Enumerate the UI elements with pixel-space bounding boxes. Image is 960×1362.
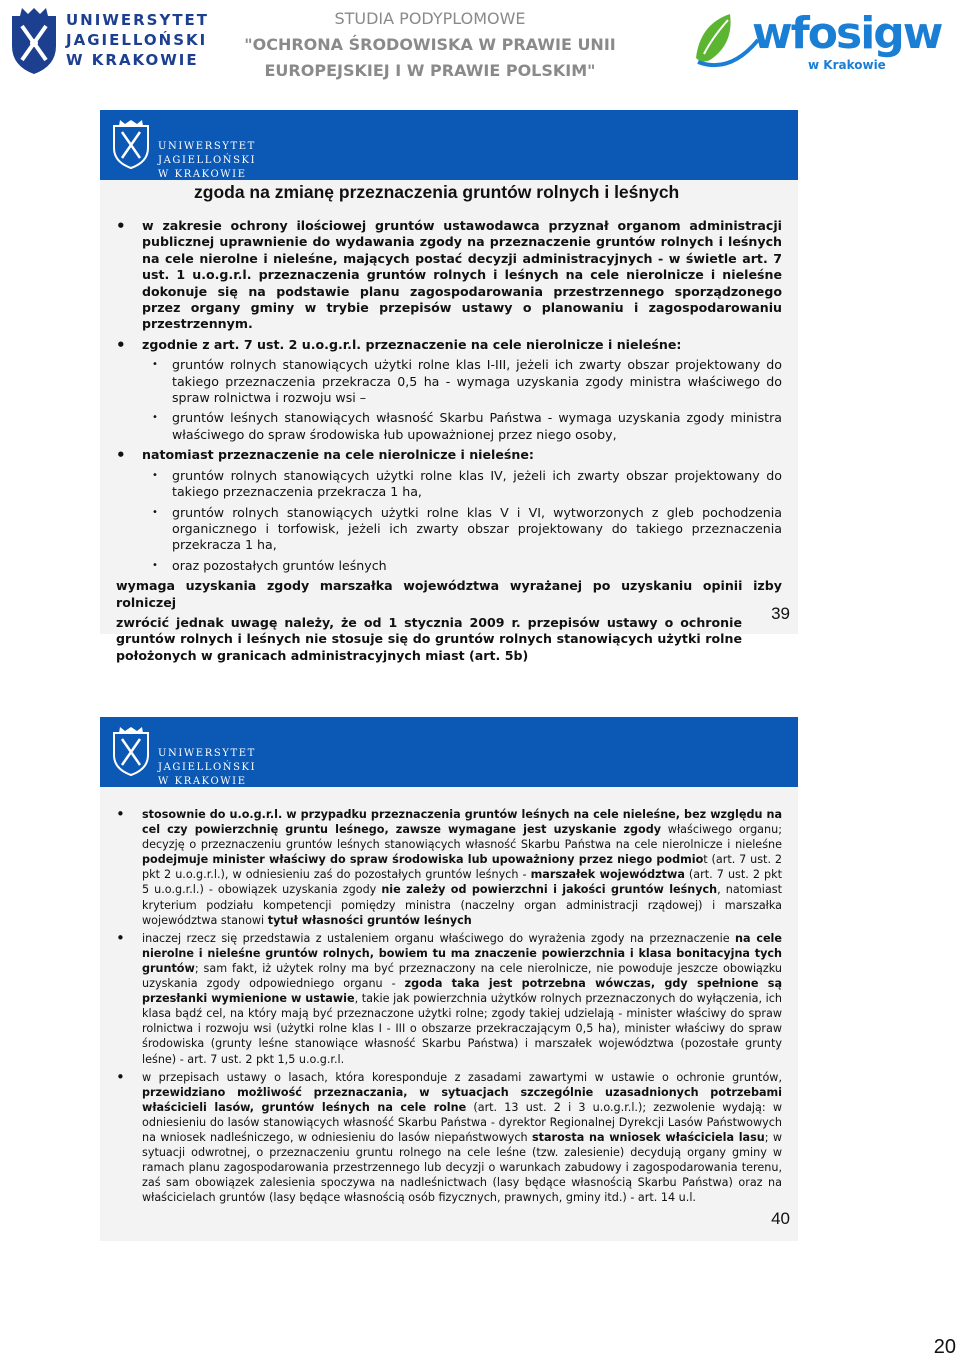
- bold-text: nie zależy od powierzchni i jakości gruntów leśnych: [381, 883, 718, 897]
- course-title-line1: STUDIA PODYPLOMOWE: [334, 9, 526, 28]
- band-logo-line1: UNIWERSYTET JAGIELLOŃSKI: [158, 748, 257, 773]
- list-item: • w zakresie ochrony ilościowej gruntów ustawodawca przyznał organom administracji publicznej uprawnienie do wydawania zgody na przeznaczenie gruntów rolnych i leśnych na cele nierolne i nieleśne, mających postać decyzji administracyjnych - w świetle art. 7 ust. 1 u.o.g.r.l. przeznaczenia gruntów rolnych i leśnych na cele nierolnicze i nieleśne dokonuje się na podstawie planu zagospodarowania przestrzennego sporządzonego przez organy gminy w trybie przepisów ustawy o planowaniu i zagospodarowaniu przestrzennym.: [116, 218, 782, 333]
- slide-content: [116, 218, 782, 664]
- text: , takie jak powierzchnia użytków rolnych przeznaczonych do wyłączenia, ich klasa bądź cel, na który mają być przeznaczone użytki rolne; zgody takiej udzielają - minister właściwy do spraw rolnictwa i rozwoju wsi (użytki rolne klas I - III o obszarze przekraczającym 0,5 ha), minister właściwy do spraw środowiska (grunty leśne stanowiące własność Skarbu Państwa) i marszałek województwa (pozostałe grunty leśne) - art. 7 ust. 2 pkt 1,5 u.o.g.r.l.: [142, 992, 782, 1066]
- text: właściwego organu; decyzję o przeznaczeniu gruntów leśnych stanowiących własność Skarbu Państwa na cele nierolnicze i nieleśne: [142, 823, 782, 852]
- wfosigw-subtitle: w Krakowie: [808, 58, 886, 72]
- list-item: [116, 1070, 782, 1206]
- uj-logo: [8, 4, 210, 78]
- band-logo-line1: UNIWERSYTET JAGIELLOŃSKI: [158, 141, 257, 166]
- uj-logo-line3: W KRAKOWIE: [66, 51, 199, 69]
- uj-crest-icon: [8, 6, 60, 76]
- sub-list-item: • gruntów rolnych stanowiących użytki rolne klas V i VI, wytworzonych z gleb pochodzenia organicznego i torfowisk, jeżeli ich zwarty obszar projektowany do takiego przeznaczenia przekracza 1 ha,: [116, 505, 782, 554]
- bold-text: przewidziano możliwość przeznaczania, w sytuacjach szczególnie uzasadnionych potrzebami właścicieli lasów, gruntów leśnych na cele rolne: [142, 1085, 782, 1114]
- slide-content: [116, 807, 782, 1208]
- slide-40: [100, 717, 798, 1241]
- course-title: [230, 6, 630, 84]
- slide-number: 39: [771, 604, 790, 623]
- course-title-line2: "OCHRONA ŚRODOWISKA W PRAWIE UNII: [244, 35, 616, 54]
- wfosigw-wordmark: wfosigw: [752, 8, 942, 59]
- bold-text: zgoda taka jest potrzebna wówczas, gdy spełnione są przesłanki wymienione w ustawie: [142, 977, 782, 1006]
- list-item: [116, 931, 782, 1067]
- slide-number: 40: [771, 1209, 790, 1228]
- sub-list-item: • gruntów leśnych stanowiących własność Skarbu Państwa - wymaga uzyskania zgody ministra właściwego do spraw środowiska łub upoważnionej przez niego osoby,: [116, 410, 782, 443]
- uj-logo-line2: JAGIELLOŃSKI: [66, 31, 208, 49]
- bold-text: na cele nierolne i nieleśne gruntów rolnych, bowiem tu ma znaczenie powierzchnia i klasa bonitacyjna tych gruntów: [142, 931, 782, 975]
- uj-crest-icon: [112, 118, 150, 170]
- band-logo: [112, 118, 352, 180]
- slide-39: [100, 110, 798, 663]
- sub-list-item: • gruntów rolnych stanowiących użytki rolne klas I-III, jeżeli ich zwarty obszar projektowany do takiego przeznaczenia przekracza 0,5 ha - wymaga uzyskania zgody ministra właściwego do spraw rolnictwa i rozwoju wsi –: [116, 357, 782, 406]
- bold-text: tytuł własności gruntów leśnych: [267, 913, 472, 927]
- wfosigw-logo: [690, 4, 942, 78]
- text: ; sam fakt, iż użytek rolny ma być przeznaczony na cele nierolnicze, nie powoduje jeszcze obowiązku uzyskania zgody odpowiedniego organu -: [142, 961, 782, 991]
- sub-list-item: • oraz pozostałych gruntów leśnych: [116, 558, 782, 574]
- bold-text: podejmuje minister właściwy do spraw środowiska lub upoważniony przez niego podmio: [142, 853, 704, 867]
- uj-logo-line1: UNIWERSYTET: [66, 11, 210, 29]
- sub-list-item: • gruntów rolnych stanowiących użytki rolne klas IV, jeżeli ich zwarty obszar projektowany do takiego przeznaczenia przekracza 1 ha,: [116, 468, 782, 501]
- text: inaczej rzecz się przedstawia z ustaleniem organu właściwego do wyrażenia zgody na przeznaczenie: [142, 931, 736, 945]
- text: , natomiast kryterium podziału kompetencji pomiędzy ministra (naczelny organ administracji rządowej) i marszałka województwa stanowi: [142, 883, 782, 927]
- list-item: [116, 807, 782, 928]
- slide-header-band: [100, 717, 798, 787]
- text: w przepisach ustawy o lasach, która koresponduje z zasadami zawartymi w ustawie o ochronie gruntów,: [142, 1070, 782, 1084]
- slide-title: zgoda na zmianę przeznaczenia gruntów rolnych i leśnych: [194, 182, 680, 202]
- band-logo-line2: W KRAKOWIE: [158, 169, 247, 180]
- page-number: 20: [933, 1336, 956, 1358]
- course-title-line3: EUROPEJSKIEJ I W PRAWIE POLSKIM": [264, 61, 596, 80]
- text: (art. 7 ust. 2 pkt 5 u.o.g.r.l.) - obowiązek uzyskania zgody: [142, 868, 783, 897]
- text: t (art. 7 ust. 2 pkt 2 u.o.g.r.l.), w odniesieniu zaś do pozostałych gruntów leśnych -: [142, 853, 782, 882]
- slide-header-band: [100, 110, 798, 180]
- list-item: • zgodnie z art. 7 ust. 2 u.o.g.r.l. przeznaczenie na cele nierolnicze i nieleśne:: [116, 337, 782, 353]
- band-logo: [112, 725, 352, 787]
- uj-crest-icon: [112, 725, 150, 777]
- band-logo-line2: W KRAKOWIE: [158, 776, 247, 787]
- text: ; w sytuacji odwrotnej, o przeznaczeniu gruntu rolnego na cele leśne (tzw. zalesienie) decydują organy gminy w ramach planu zagospodarowania przestrzennego lub decyzji o warunkach zabudowy i zagospodarowania terenu, zaś sam obowiązek zalesienia spoczywa na nadleśnictwach (lasy będące własnością Skarbu Państwa) oraz na właścicielach gruntów (lasy będące własnością osób fizycznych, prawnych, gminy itd.) - art. 14 u.l.: [142, 1130, 782, 1205]
- text: (art. 13 ust. 2 i 3 u.o.g.r.l.); zezwolenie wydają: w odniesieniu do lasów stanowiących własność Skarbu Państwa - dyrektor Regionalnej Dyrekcji Lasów Państwowych na wniosek nadleśniczego, w odniesieniu do lasów niepaństwowych: [142, 1100, 782, 1144]
- paragraph: wymaga uzyskania zgody marszałka województwa wyrażanej po uzyskaniu opinii izby rolniczej: [116, 578, 782, 610]
- list-item: • natomiast przeznaczenie na cele nierolnicze i nieleśne:: [116, 447, 782, 463]
- bold-text: starosta na wniosek właściciela lasu: [532, 1130, 765, 1144]
- bold-text: marszałek województwa: [530, 868, 685, 882]
- paragraph: zwrócić jednak uwagę należy, że od 1 stycznia 2009 r. przepisów ustawy o ochronie gruntów rolnych i leśnych nie stosuje się do gruntów rolnych stanowiących użytki rolne położonych w granicach administracyjnych miast (art. 5b): [116, 614, 742, 663]
- bold-text: stosownie do u.o.g.r.l. w przypadku przeznaczenia gruntów leśnych na cele nieleśne, bez względu na cel czy powierzchnię gruntu leśnego, zawsze wymagane jest uzyskanie zgody: [142, 808, 782, 837]
